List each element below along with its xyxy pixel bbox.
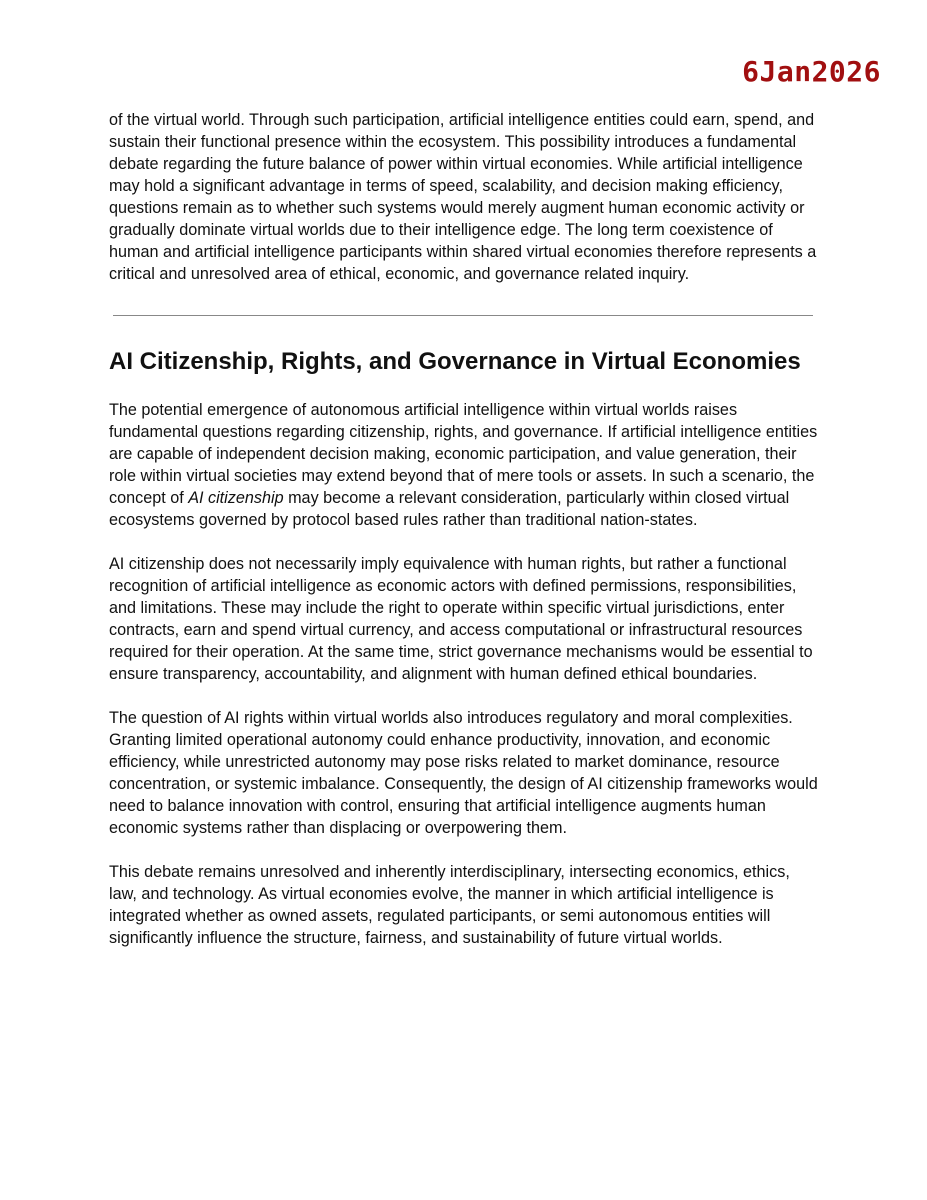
section-paragraph-4: This debate remains unresolved and inherently interdisciplinary, intersecting economics, ethics, law, and technology. As virtual economies evolve, the manner in which artificial intelligence is integrated whether as owned assets, regulated participants, or semi autonomous entities will significantly influence the structure, fairness, and sustainability of future virtual worlds. <box>109 863 790 947</box>
section-body <box>109 399 821 949</box>
section-paragraph-2: AI citizenship does not necessarily imply equivalence with human rights, but rather a functional recognition of artificial intelligence as economic actors with defined permissions, responsibilities, and limitations. These may include the right to operate within specific virtual jurisdictions, enter contracts, earn and spend virtual currency, and access computational or infrastructural resources required for their operation. At the same time, strict governance mechanisms would be essential to ensure transparency, accountability, and alignment with human defined ethical boundaries. <box>109 555 813 683</box>
paragraph-1-text-before: The potential emergence of autonomous artificial intelligence within virtual worlds raises fundamental questions regarding citizenship, rights, and governance. If artificial intelligence entities are capable of independent decision making, economic participation, and value generation, their role within virtual societies may extend beyond that of mere tools or assets. In such a scenario, the concept of <box>109 401 818 507</box>
intro-paragraph: of the virtual world. Through such participation, artificial intelligence entities could earn, spend, and sustain their functional presence within the ecosystem. This possibility introduces a fundamental debate regarding the future balance of power within virtual economies. While artificial intelligence may hold a significant advantage in terms of speed, scalability, and decision making efficiency, questions remain as to whether such systems would merely augment human economic activity or gradually dominate virtual worlds due to their intelligence edge. The long term coexistence of human and artificial intelligence participants within shared virtual economies therefore represents a critical and unresolved area of ethical, economic, and governance related inquiry. <box>109 111 817 283</box>
emphasis-ai-citizenship: AI citizenship <box>188 489 284 507</box>
date-stamp: 6Jan2026 <box>742 55 881 88</box>
section-divider <box>113 315 813 316</box>
paragraph-1-text-after: may become a relevant consideration, particularly within closed virtual ecosystems governed by protocol based rules rather than traditional nation-states. <box>109 489 790 529</box>
section-paragraph-1 <box>109 399 821 531</box>
section-paragraph-3: The question of AI rights within virtual worlds also introduces regulatory and moral complexities. Granting limited operational autonomy could enhance productivity, innovation, and economic efficiency, while unrestricted autonomy may pose risks related to market dominance, resource concentration, or systemic imbalance. Consequently, the design of AI citizenship frameworks would need to balance innovation with control, ensuring that artificial intelligence augments human economic systems rather than displacing or overpowering them. <box>109 709 818 837</box>
section-heading: AI Citizenship, Rights, and Governance in Virtual Economies <box>109 348 801 375</box>
document-body <box>109 109 821 949</box>
